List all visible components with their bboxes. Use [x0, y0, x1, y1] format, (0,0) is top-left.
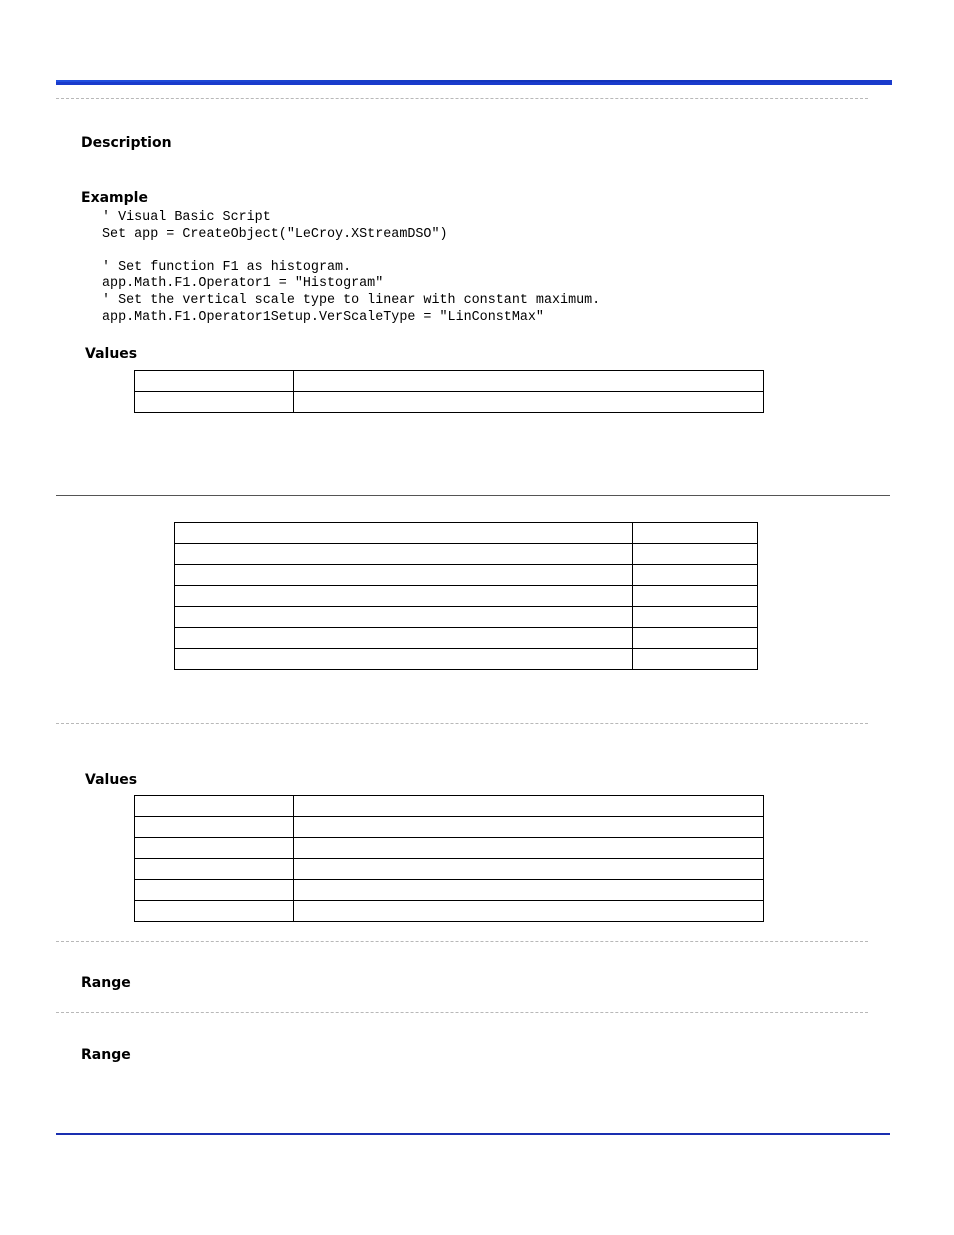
table-cell [135, 371, 294, 392]
table-row [135, 838, 764, 859]
code-line: ' Visual Basic Script [102, 210, 271, 225]
table-cell [135, 796, 294, 817]
table-cell [633, 628, 758, 649]
table-cell [175, 649, 633, 670]
table-cell [294, 859, 764, 880]
table-cell [175, 565, 633, 586]
code-line: ' Set the vertical scale type to linear with constant maximum. [102, 292, 601, 308]
table-cell [175, 544, 633, 565]
table-cell [294, 392, 764, 413]
footer-rule [56, 1133, 890, 1135]
table-row [175, 586, 758, 607]
table-cell [135, 859, 294, 880]
table-cell [175, 607, 633, 628]
table-cell [175, 586, 633, 607]
table-row [175, 523, 758, 544]
table-cell [633, 523, 758, 544]
example-heading: Example [81, 190, 148, 206]
table-cell [633, 586, 758, 607]
header-rule-highlight [56, 80, 892, 82]
table-row [175, 565, 758, 586]
property-table [174, 522, 758, 670]
description-heading: Description [81, 135, 172, 151]
range-heading: Range [81, 975, 131, 991]
table-cell [135, 880, 294, 901]
section-divider [56, 1012, 868, 1013]
table-row [135, 371, 764, 392]
table-cell [633, 649, 758, 670]
table-cell [633, 565, 758, 586]
table-cell [294, 371, 764, 392]
table-row [135, 859, 764, 880]
code-line: ' Set function F1 as histogram. [102, 259, 352, 275]
values-heading: Values [85, 346, 138, 362]
table-row [135, 901, 764, 922]
table-row [175, 544, 758, 565]
table-cell [294, 880, 764, 901]
code-line: Set app = CreateObject("LeCroy.XStreamDSO") [102, 226, 448, 242]
section-rule [56, 495, 890, 496]
table-cell [135, 838, 294, 859]
table-cell [135, 392, 294, 413]
code-line: app.Math.F1.Operator1Setup.VerScaleType = "LinConstMax" [102, 309, 544, 325]
table-row [135, 392, 764, 413]
table-cell [633, 544, 758, 565]
example-code-block [102, 210, 600, 326]
table-cell [135, 901, 294, 922]
table-cell [633, 607, 758, 628]
table-row [135, 880, 764, 901]
table-cell [294, 901, 764, 922]
table-row [175, 628, 758, 649]
table-cell [175, 628, 633, 649]
table-row [175, 607, 758, 628]
table-cell [294, 838, 764, 859]
code-line: app.Math.F1.Operator1 = "Histogram" [102, 276, 384, 292]
values-table [134, 370, 764, 413]
section-divider [56, 941, 868, 942]
table-row [135, 796, 764, 817]
range-heading: Range [81, 1047, 131, 1063]
table-cell [135, 817, 294, 838]
table-cell [294, 796, 764, 817]
section-divider [56, 98, 868, 99]
table-cell [175, 523, 633, 544]
table-row [135, 817, 764, 838]
section-divider [56, 723, 868, 724]
table-row [175, 649, 758, 670]
table-cell [294, 817, 764, 838]
values-heading: Values [85, 772, 138, 788]
values-table [134, 795, 764, 922]
